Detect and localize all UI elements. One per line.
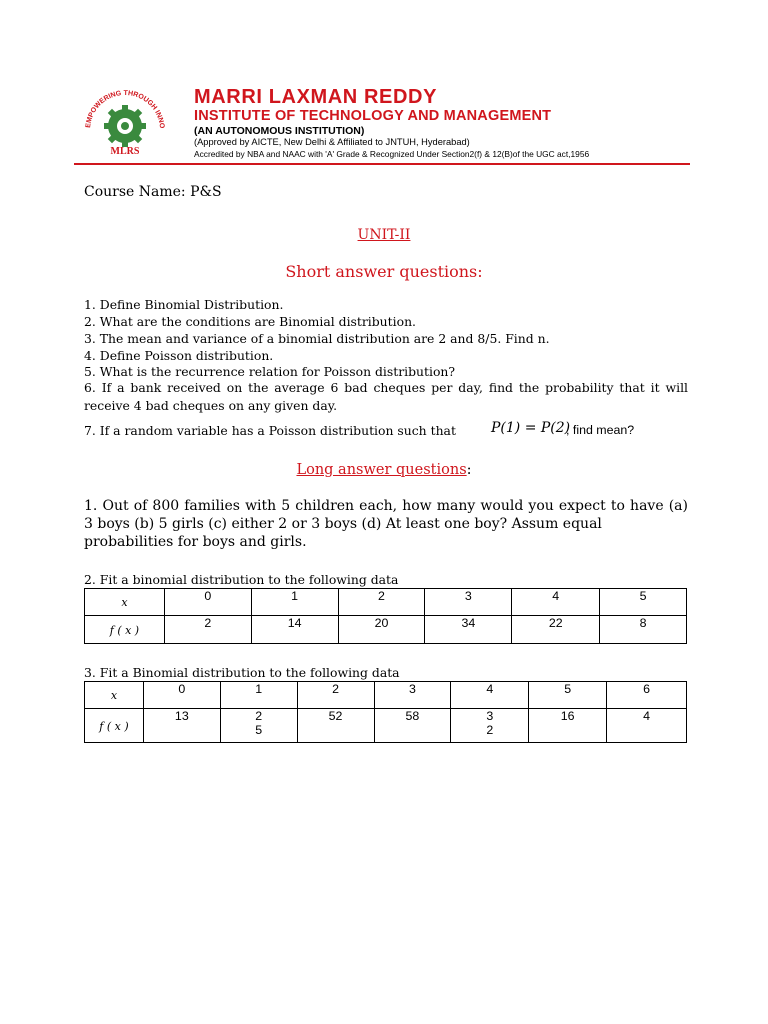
- short-question-7-tail: , find mean?: [566, 423, 635, 437]
- table-row: [85, 616, 687, 644]
- short-question-7: 7. If a random variable has a Poisson distribution such that: [84, 423, 456, 438]
- short-question-5: 5. What is the recurrence relation for Poisson distribution?: [84, 364, 456, 379]
- table-cell: 22: [512, 616, 600, 644]
- cell-line: 4: [643, 709, 650, 723]
- institute-subtitle: INSTITUTE OF TECHNOLOGY AND MANAGEMENT: [194, 108, 552, 124]
- table-cell: 3: [425, 589, 512, 616]
- cell-line: 2: [255, 709, 263, 723]
- long-question-1-line3: probabilities for boys and girls.: [84, 534, 307, 550]
- f-variable-label: f ( x ): [99, 719, 129, 733]
- table-cell: 5: [529, 682, 607, 709]
- table-cell: 20: [338, 616, 425, 644]
- table-cell: [451, 709, 529, 743]
- unit-heading: UNIT-II: [357, 227, 411, 243]
- approval-label: (Approved by AICTE, New Delhi & Affiliated to JNTUH, Hyderabad): [194, 137, 470, 147]
- course-name: Course Name: P&S: [84, 184, 222, 200]
- cell-line: 58: [405, 709, 420, 723]
- autonomous-label: (AN AUTONOMOUS INSTITUTION): [194, 125, 365, 137]
- table-cell: 2: [338, 589, 425, 616]
- short-question-1: 1. Define Binomial Distribution.: [84, 297, 284, 312]
- short-question-6: 6. If a bank received on the average 6 bad cheques per day, find the probability that it will: [84, 380, 688, 395]
- table-cell: 1: [251, 589, 338, 616]
- short-question-7-formula: P(1) = P(2): [491, 420, 571, 436]
- table-cell: 6: [607, 682, 687, 709]
- table-cell: [143, 709, 220, 743]
- cell-line: 52: [328, 709, 343, 723]
- long-question-1-line2: 3 boys (b) 5 girls (c) either 2 or 3 boys (d) At least one boy? Assum equal: [84, 516, 602, 532]
- institute-title: MARRI LAXMAN REDDY: [194, 86, 438, 108]
- institute-logo: [78, 86, 172, 156]
- long-questions-heading: [0, 462, 768, 478]
- logo-abbrev: MLRS: [110, 146, 140, 156]
- table-header-cell: [85, 682, 144, 709]
- f-variable-label: f ( x ): [109, 623, 140, 637]
- table-cell: 4: [451, 682, 529, 709]
- data-table-2: [84, 681, 687, 743]
- table-cell: [374, 709, 451, 743]
- logo-arc-text: EMPOWERING THROUGH INNO: [85, 89, 166, 129]
- x-variable-label: x: [121, 596, 128, 609]
- long-question-2: 2. Fit a binomial distribution to the following data: [84, 572, 399, 587]
- cell-line: 5: [255, 723, 263, 737]
- table-cell: 4: [512, 589, 600, 616]
- table-cell: 2: [297, 682, 374, 709]
- table-cell: 5: [600, 589, 687, 616]
- table-cell: 1: [220, 682, 297, 709]
- table-cell: 8: [600, 616, 687, 644]
- x-variable-label: x: [110, 689, 118, 702]
- table-cell: [297, 709, 374, 743]
- table-cell: [529, 709, 607, 743]
- cell-line: 13: [174, 709, 189, 723]
- table-cell: [220, 709, 297, 743]
- table-cell: 34: [425, 616, 512, 644]
- short-question-4: 4. Define Poisson distribution.: [84, 348, 274, 363]
- table-cell: 0: [143, 682, 220, 709]
- table-cell: [607, 709, 687, 743]
- table-cell: 0: [164, 589, 251, 616]
- short-question-2: 2. What are the conditions are Binomial distribution.: [84, 314, 416, 329]
- table-header-cell: [85, 709, 144, 743]
- table-cell: 14: [251, 616, 338, 644]
- data-table-1: [84, 588, 687, 644]
- table-row: [85, 682, 687, 709]
- table-header-cell: [85, 589, 165, 616]
- cell-line: 3: [486, 709, 494, 723]
- cell-line: 16: [560, 709, 575, 723]
- header-divider: [74, 163, 690, 165]
- short-questions-heading: Short answer questions:: [285, 262, 483, 281]
- short-question-6-cont: receive 4 bad cheques on any given day.: [84, 398, 338, 413]
- gear-icon: [104, 105, 146, 147]
- table-row: [85, 589, 687, 616]
- long-questions-heading-colon: :: [466, 462, 472, 478]
- cell-line: 2: [486, 723, 494, 737]
- table-header-cell: [85, 616, 165, 644]
- accreditation-label: Accredited by NBA and NAAC with 'A' Grade & Recognized Under Section2(f) & 12(B)of the UGC act,1956: [194, 149, 590, 159]
- long-question-1-line1: 1. Out of 800 families with 5 children each, how many would you expect to have (a): [84, 498, 688, 514]
- table-cell: 3: [374, 682, 451, 709]
- short-question-3: 3. The mean and variance of a binomial distribution are 2 and 8/5. Find n.: [84, 331, 550, 346]
- long-question-3: 3. Fit a Binomial distribution to the following data: [84, 665, 400, 680]
- long-questions-heading-text: Long answer questions: [296, 462, 467, 478]
- table-row: [85, 709, 687, 743]
- table-cell: 2: [164, 616, 251, 644]
